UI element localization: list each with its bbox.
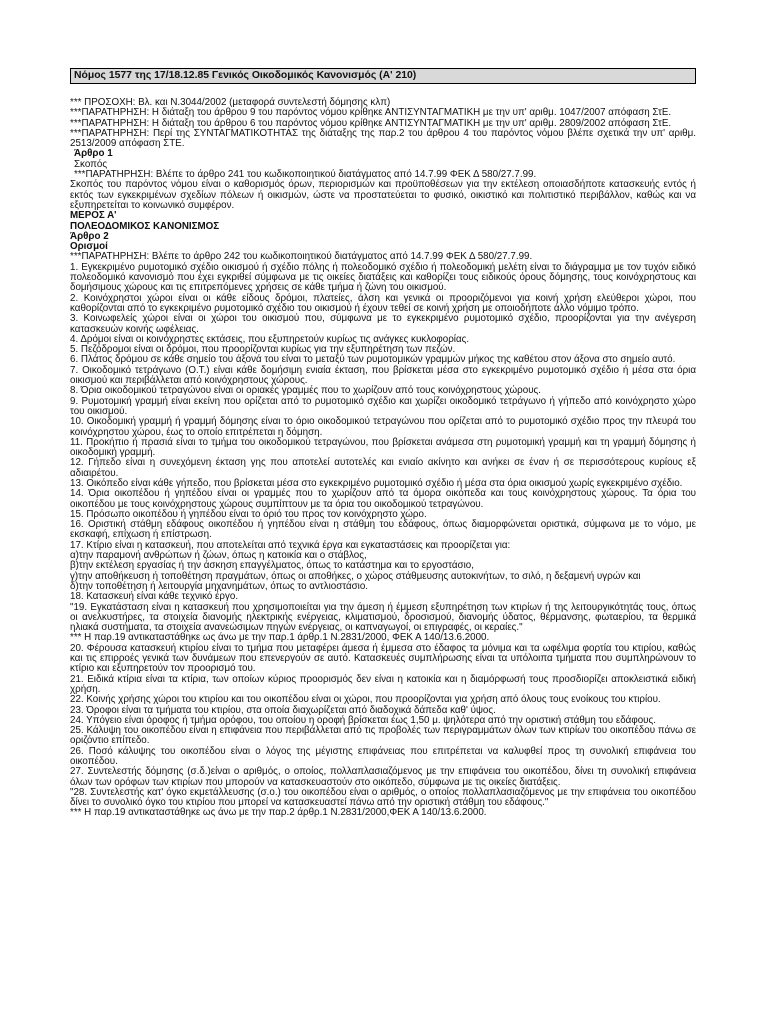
definition-item: 6. Πλάτος δρόμου σε κάθε σημείο του άξονά του είναι το μεταξύ των ρυμοτομικών γραμμών μήκος της καθέτου στον άξονα στο σημείο αυτό. bbox=[70, 354, 676, 366]
definition-item: γ)την αποθήκευση ή τοποθέτηση πραγμάτων, όπως οι αποθήκες, ο χώρος στάθμευσης αυτοκινήτων, το σιλό, η δεξαμενή υγρών και bbox=[70, 570, 641, 582]
remark-note-constitutionality: ***ΠΑΡΑΤΗΡΗΣΗ: Περί της ΣΥΝΤΑΓΜΑΤΙΚΟΤΗΤΑΣ της διάταξης της παρ.2 του άρθρου 4 του παρόντος νόμου βλέπε σχετικά την υπ' αριθμ. 2513/2009 απόφαση ΣΤΕ. bbox=[70, 127, 696, 150]
definition-item: 11. Προκήπιο ή πρασιά είναι το τμήμα του οικοδομικού τετραγώνου, που βρίσκεται ανάμεσα στη ρυμοτομική γραμμή και τη γραμμή δόμησης ή οικοδομική γραμμή. bbox=[70, 436, 696, 459]
definition-item: 22. Κοινής χρήσης χώροι του κτιρίου και του οικοπέδου είναι οι χώροι, που προορίζονται για χρήση από όλους τους ενοίκους του κτιρίου. bbox=[70, 694, 661, 706]
definition-item: 16. Οριστική στάθμη εδάφους οικοπέδου ή γηπέδου είναι η στάθμη του εδάφους, όπως διαμορφώνεται οριστικά, σύμφωνα με το νόμο, με εκσκαφή, επίχωση ή επίστρωση. bbox=[70, 519, 696, 541]
definition-item: 27. Συντελεστής δόμησης (σ.δ.)είναι ο αριθμός, ο οποίος, πολλαπλασιαζόμενος με την επιφάνεια του οικοπέδου, δίνει τη συνολική επιφάνεια όλων των ορόφων των κτιρίων που μπορούν να κατασκευαστούν στο οικόπεδο, σύμφωνα με τις οικείες διατάξεις. bbox=[70, 766, 696, 788]
definition-item: "19. Εγκατάσταση είναι η κατασκευή που χρησιμοποιείται για την άμεση ή έμμεση εξυπηρέτηση των κτιρίων ή της λειτουργικότητάς τους, όπως οι ανελκυστήρες, τα στοιχεία διανομής ηλεκτρικής ενέργειας, κλιματισμού, δροσισμού, διανομής ύδατος, θέρμανσης, φωταερίου, τα θερμικά ηλιακά συστήματα, τα στοιχεία ανανεώσιμων πηγών ενέργειας, οι καπναγωγοί, οι επιγραφές, οι κεραίες." bbox=[70, 601, 696, 634]
definition-item: 21. Ειδικά κτίρια είναι τα κτίρια, των οποίων κύριος προορισμός δεν είναι η κατοικία και η διαμόρφωσή τους προσδιορίζει αποκλειστικά ειδική χρήση. bbox=[70, 673, 696, 695]
definition-item: 7. Οικοδομικό τετράγωνο (Ο.Τ.) είναι κάθε δομήσιμη ενιαία έκταση, που βρίσκεται μέσα στο εγκεκριμένο ρυμοτομικό σχέδιο ή μέσα στα όρια οικισμού και περιβάλλεται από κοινόχρηστους χώρους. bbox=[70, 364, 696, 387]
law-document bbox=[70, 68, 696, 819]
definitions-list bbox=[70, 263, 696, 819]
article-1-heading: Άρθρο 1 bbox=[74, 148, 113, 160]
definition-item: 25. Κάλυψη του οικοπέδου είναι η επιφάνεια που περιβάλλεται από τις προβολές των περιγραμμάτων όλων των κτιρίων του οικοπέδου πάνω σε οριζόντιο επίπεδο. bbox=[70, 725, 696, 747]
definition-item: "28. Συντελεστής κατ' όγκο εκμετάλλευσης (σ.ο.) του οικοπέδου είναι ο αριθμός, ο οποίος πολλαπλασιαζόμενος με την επιφάνεια του οικοπέδου δίνει το συνολικό όγκο του κτιρίου που μπορεί να κατασκευαστεί πάνω από την οριστική στάθμη του εδάφους." bbox=[70, 786, 696, 809]
article-2-note: ***ΠΑΡΑΤΗΡΗΣΗ: Βλέπε το άρθρο 242 του κωδικοποιητικού διατάγματος από 14.7.99 ΦΕΚ Δ 580/27.7.99. bbox=[70, 251, 533, 263]
remark-note-article-9: ***ΠΑΡΑΤΗΡΗΣΗ: Η διάταξη του άρθρου 9 του παρόντος νόμου κρίθηκε ΑΝΤΙΣΥΝΤΑΓΜΑΤΙΚΗ με την υπ' αριθμ. 1047/2007 απόφαση ΣτΕ. bbox=[70, 107, 672, 119]
document-title: Νόμος 1577 της 17/18.12.85 Γενικός Οικοδομικός Κανονισμός (Α' 210) bbox=[70, 68, 696, 84]
definition-item: 14. Όρια οικοπέδου ή γηπέδου είναι οι γραμμές που το χωρίζουν από τα όμορα οικόπεδα και τους κοινόχρηστους χώρους. Τα όρια του οικοπέδου με τους κοινόχρηστους χώρους συμπίπτουν με τα όρια του οικοδομικού τετραγώνου. bbox=[70, 488, 696, 510]
definition-item: 5. Πεζόδρομοι είναι οι δρόμοι, που προορίζονται κυρίως για την εξυπηρέτηση των πεζών. bbox=[70, 344, 456, 356]
definition-item: 3. Κοινωφελείς χώροι είναι οι χώροι του οικισμού που, σύμφωνα με το εγκεκριμένο ρυμοτομικό σχέδιο, προορίζονται για την ανέγερση κατασκευών κοινής ωφέλειας. bbox=[70, 313, 696, 335]
part-heading: ΜΕΡΟΣ Α' bbox=[70, 210, 117, 222]
definition-item: 8. Όρια οικοδομικού τετραγώνου είναι οι οριακές γραμμές που το χωρίζουν από τους κοινόχρηστους χώρους. bbox=[70, 385, 541, 397]
definition-item: *** Η παρ.19 αντικαταστάθηκε ως άνω με την παρ.2 άρθρ.1 Ν.2831/2000,ΦΕΚ Α 140/13.6.2000. bbox=[70, 807, 487, 819]
definition-item: 23. Όροφοι είναι τα τμήματα του κτιρίου, στα οποία διαχωρίζεται από διαδοχικά δάπεδα καθ' ύψος. bbox=[70, 704, 496, 716]
definition-item: 20. Φέρουσα κατασκευή κτιρίου είναι το τμήμα που μεταφέρει άμεσα ή έμμεσα στο έδαφος τα μόνιμα και τα ωφέλιμα φορτία του κτιρίου, καθώς και τις επιρροές γενικά των δυνάμεων που επενεργούν σε αυτό. Κατασκευές συμπλήρωσης είναι τα υπόλοιπα τμήματα που συμπληρώνουν το κτίριο και εξυπηρετούν τον προορισμό του. bbox=[70, 642, 696, 675]
definition-item: 18. Κατασκευή είναι κάθε τεχνικό έργο. bbox=[70, 591, 239, 603]
article-2-subheading: Ορισμοί bbox=[70, 241, 108, 253]
definition-item: 24. Υπόγειο είναι όροφος ή τμήμα ορόφου, του οποίου η οροφή βρίσκεται έως 1,50 μ. ψηλότερα από την οριστική στάθμη του εδάφους. bbox=[70, 714, 656, 726]
definition-item: 17. Κτίριο είναι η κατασκευή, που αποτελείται από τεχνικά έργα και εγκαταστάσεις και προορίζεται για: bbox=[70, 539, 511, 551]
article-2-heading: Άρθρο 2 bbox=[70, 230, 109, 242]
definition-item: 13. Οικόπεδο είναι κάθε γήπεδο, που βρίσκεται μέσα στο εγκεκριμένο ρυμοτομικό σχέδιο ή μέσα στα όρια οικισμού χωρίς εγκεκριμένο σχέδιο. bbox=[70, 477, 683, 489]
definition-item: 2. Κοινόχρηστοι χώροι είναι οι κάθε είδους δρόμοι, πλατείες, άλση και γενικά οι προοριζόμενοι για κοινή χρήση ελεύθεροι χώροι, που καθορίζονται από το εγκεκριμένο ρυμοτομικό σχέδιο του οικισμού ή έχουν τεθεί σε κοινή χρήση με οποιοδήποτε άλλο νόμιμο τρόπο. bbox=[70, 292, 696, 314]
definition-item: 9. Ρυμοτομική γραμμή είναι εκείνη που ορίζεται από το ρυμοτομικό σχέδιο και χωρίζει οικοδομικό τετράγωνο ή γήπεδο από κοινόχρηστο χώρο του οικισμού. bbox=[70, 395, 696, 417]
article-1-note: ***ΠΑΡΑΤΗΡΗΣΗ: Βλέπε το άρθρο 241 του κωδικοποιητικού διατάγματος από 14.7.99 ΦΕΚ Δ 580/27.7.99. bbox=[74, 169, 537, 181]
definition-item: 10. Οικοδομική γραμμή ή γραμμή δόμησης είναι το όριο οικοδομικού τετραγώνου που ορίζεται από το ρυμοτομικό σχέδιο προς την πλευρά του κοινόχρηστου χώρου, έως το οποίο επιτρέπεται η δόμηση. bbox=[70, 416, 696, 438]
definition-item: 12. Γήπεδο είναι η συνεχόμενη έκταση γης που αποτελεί αυτοτελές και ενιαίο ακίνητο και ανήκει σε έναν ή σε περισσότερους κυρίους εξ αδιαιρέτου. bbox=[70, 457, 696, 479]
definition-item: 1. Εγκεκριμένο ρυμοτομικό σχέδιο οικισμού ή σχέδιο πόλης ή πολεοδομικό σχέδιο ή πολεοδομική μελέτη είναι το διάγραμμα με τον τυχόν ειδικό πολεοδομικό κανονισμό που έχει εγκριθεί σύμφωνα με τις οικείες διατάξεις και καθορίζει τους ειδικούς όρους δόμησης, τους κοινόχρηστους και δομήσιμους χώρους και τις επιτρεπόμενες χρήσεις σε κάθε τμήμα ή ζώνη του οικισμού. bbox=[70, 261, 696, 294]
attention-note: *** ΠΡΟΣΟΧΗ: Βλ. και Ν.3044/2002 (μεταφορά συντελεστή δόμησης κλπ) bbox=[70, 97, 391, 108]
definition-item: *** Η παρ.19 αντικαταστάθηκε ως άνω με την παρ.1 άρθρ.1 Ν.2831/2000, ΦΕΚ Α 140/13.6.2000. bbox=[70, 632, 490, 644]
part-title: ΠΟΛΕΟΔΟΜΙΚΟΣ ΚΑΝΟΝΙΣΜΟΣ bbox=[70, 220, 220, 232]
definition-item: β)την εκτέλεση εργασίας ή την άσκηση επαγγέλματος, όπως το κατάστημα και το εργοστάσιο, bbox=[70, 560, 474, 572]
definition-item: 26. Ποσό κάλυψης του οικοπέδου είναι ο λόγος της μέγιστης επιφάνειας που επιτρέπεται να καλυφθεί προς τη συνολική επιφάνεια του οικοπέδου. bbox=[70, 745, 696, 767]
definition-item: α)την παραμονή ανθρώπων ή ζώων, όπως η κατοικία και ο στάβλος, bbox=[70, 550, 367, 562]
definition-item: 4. Δρόμοι είναι οι κοινόχρηστες εκτάσεις, που εξυπηρετούν κυρίως τις ανάγκες κυκλοφορίας. bbox=[70, 333, 470, 345]
definition-item: 15. Πρόσωπο οικοπέδου ή γηπέδου είναι το όριό του προς τον κοινόχρηστο χώρο. bbox=[70, 508, 427, 520]
article-1-subheading: Σκοπός bbox=[74, 158, 108, 170]
article-1-text: Σκοπός του παρόντος νόμου είναι ο καθορισμός όρων, περιορισμών και προϋποθέσεων για την εκτέλεση οποιασδήποτε κατασκευής εντός ή εκτός των εγκεκριμένων σχεδίων πόλεων ή οικισμών, ώστε να προστατεύεται το φυσικό, οικιστικό και πολιτιστικό περιβάλλον, καθώς και να εξυπηρετείται το κοινωνικό συμφέρον. bbox=[70, 179, 696, 211]
definition-item: δ)την τοποθέτηση ή λειτουργία μηχανημάτων, όπως το αντλιοστάσιο. bbox=[70, 580, 369, 592]
remark-note-article-6: ***ΠΑΡΑΤΗΡΗΣΗ: Η διάταξη του άρθρου 6 του παρόντος νόμου κρίθηκε ΑΝΤΙΣΥΝΤΑΓΜΑΤΙΚΗ με την υπ' αριθμ. 2809/2002 απόφαση ΣτΕ. bbox=[70, 117, 672, 129]
